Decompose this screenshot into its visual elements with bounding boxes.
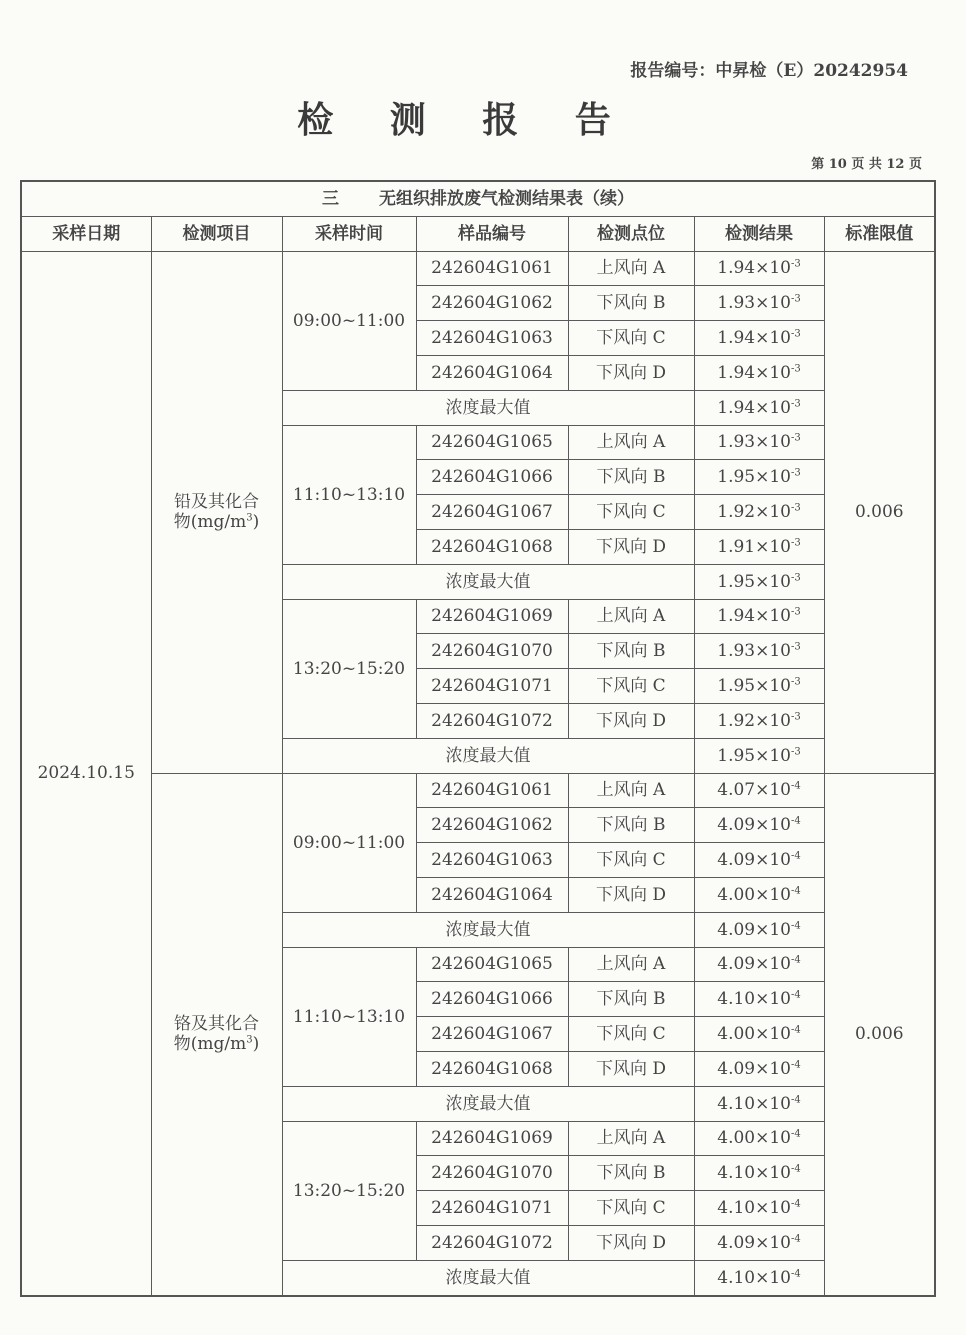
test-point-cell: 下风向 C xyxy=(568,669,694,704)
result-cell xyxy=(694,495,824,530)
result-cell xyxy=(694,1191,824,1226)
result-cell xyxy=(694,286,824,321)
result-exponent: -3 xyxy=(790,328,801,340)
result-exponent: -4 xyxy=(790,1163,801,1175)
result-exponent: -3 xyxy=(790,363,801,375)
document-title: 检 测 报 告 xyxy=(297,99,633,141)
sample-id-cell: 242604G1065 xyxy=(416,947,568,982)
result-mantissa: 1.94×10 xyxy=(717,606,791,627)
test-item-tail: ) xyxy=(252,1034,260,1055)
sample-id-cell: 242604G1066 xyxy=(416,460,568,495)
test-point-cell: 下风向 B xyxy=(568,286,694,321)
result-mantissa: 4.10×10 xyxy=(717,1267,791,1288)
result-cell xyxy=(694,599,824,634)
max-value-cell xyxy=(694,1086,824,1121)
test-point-cell: 下风向 B xyxy=(568,1156,694,1191)
result-cell xyxy=(694,877,824,912)
col-header-time: 采样时间 xyxy=(282,216,416,251)
sample-id-cell: 242604G1061 xyxy=(416,773,568,808)
result-exponent: -3 xyxy=(790,606,801,618)
result-mantissa: 1.92×10 xyxy=(717,710,791,731)
result-exponent: -3 xyxy=(790,432,801,444)
result-mantissa: 4.09×10 xyxy=(717,1058,791,1079)
col-header-point: 检测点位 xyxy=(568,216,694,251)
test-point-cell: 下风向 B xyxy=(568,808,694,843)
result-mantissa: 4.09×10 xyxy=(717,954,791,975)
max-label-cell: 浓度最大值 xyxy=(282,1260,694,1295)
max-label-cell: 浓度最大值 xyxy=(282,564,694,599)
result-mantissa: 4.09×10 xyxy=(717,1232,791,1253)
result-exponent: -3 xyxy=(790,676,801,688)
result-mantissa: 4.00×10 xyxy=(717,884,791,905)
result-cell xyxy=(694,529,824,564)
test-item-line2: 物(mg/m xyxy=(173,1034,247,1055)
sampling-time-cell: 13:20~15:20 xyxy=(282,599,416,738)
sampling-time-cell: 09:00~11:00 xyxy=(282,251,416,390)
test-point-cell: 下风向 D xyxy=(568,703,694,738)
result-mantissa: 1.94×10 xyxy=(717,328,791,349)
table-row xyxy=(21,773,935,808)
result-cell xyxy=(694,1156,824,1191)
sample-id-cell: 242604G1069 xyxy=(416,599,568,634)
result-mantissa: 1.93×10 xyxy=(717,641,791,662)
result-mantissa: 4.00×10 xyxy=(717,1024,791,1045)
result-exponent: -4 xyxy=(790,919,801,931)
col-header-item: 检测项目 xyxy=(151,216,282,251)
result-mantissa: 4.10×10 xyxy=(717,989,791,1010)
col-header-date: 采样日期 xyxy=(21,216,151,251)
result-mantissa: 4.10×10 xyxy=(717,1093,791,1114)
max-value-cell xyxy=(694,912,824,947)
report-number: 报告编号：中昇检（E）20242954 xyxy=(630,61,908,81)
sample-id-cell: 242604G1069 xyxy=(416,1121,568,1156)
test-point-cell: 下风向 D xyxy=(568,529,694,564)
test-point-cell: 上风向 A xyxy=(568,425,694,460)
sample-id-cell: 242604G1066 xyxy=(416,982,568,1017)
result-exponent: -4 xyxy=(790,1093,801,1105)
result-mantissa: 1.94×10 xyxy=(717,397,791,418)
result-mantissa: 1.94×10 xyxy=(717,362,791,383)
result-exponent: -4 xyxy=(790,1024,801,1036)
result-mantissa: 1.92×10 xyxy=(717,502,791,523)
result-exponent: -4 xyxy=(790,989,801,1001)
max-label-cell: 浓度最大值 xyxy=(282,1086,694,1121)
test-item-tail: ) xyxy=(252,512,260,533)
result-mantissa: 1.91×10 xyxy=(717,536,791,557)
test-item-line1: 铬及其化合 xyxy=(174,1014,259,1035)
result-cell xyxy=(694,843,824,878)
test-point-cell: 上风向 A xyxy=(568,251,694,286)
sample-id-cell: 242604G1070 xyxy=(416,634,568,669)
test-point-cell: 上风向 A xyxy=(568,947,694,982)
sampling-time-cell: 09:00~11:00 xyxy=(282,773,416,912)
result-exponent: -4 xyxy=(790,885,801,897)
result-mantissa: 4.00×10 xyxy=(717,1128,791,1149)
result-exponent: -4 xyxy=(790,1267,801,1279)
result-exponent: -4 xyxy=(790,850,801,862)
sample-id-cell: 242604G1071 xyxy=(416,1191,568,1226)
sample-id-cell: 242604G1067 xyxy=(416,1017,568,1052)
result-mantissa: 1.95×10 xyxy=(717,676,791,697)
sampling-time-cell: 13:20~15:20 xyxy=(282,1121,416,1260)
result-mantissa: 1.95×10 xyxy=(717,467,791,488)
test-point-cell: 下风向 D xyxy=(568,1225,694,1260)
col-header-limit: 标准限值 xyxy=(824,216,935,251)
result-exponent: -4 xyxy=(790,1198,801,1210)
standard-limit-cell: 0.006 xyxy=(824,773,935,1295)
sample-id-cell: 242604G1070 xyxy=(416,1156,568,1191)
test-item-line2: 物(mg/m xyxy=(173,512,247,533)
test-item-cell xyxy=(151,251,282,773)
result-cell xyxy=(694,634,824,669)
sample-id-cell: 242604G1067 xyxy=(416,495,568,530)
max-label-cell: 浓度最大值 xyxy=(282,738,694,773)
sample-id-cell: 242604G1062 xyxy=(416,286,568,321)
table-header-row xyxy=(21,216,935,251)
test-point-cell: 上风向 A xyxy=(568,1121,694,1156)
result-mantissa: 1.93×10 xyxy=(717,293,791,314)
sample-id-cell: 242604G1072 xyxy=(416,1225,568,1260)
sample-id-cell: 242604G1072 xyxy=(416,703,568,738)
result-cell xyxy=(694,355,824,390)
result-mantissa: 4.07×10 xyxy=(717,780,791,801)
result-cell xyxy=(694,1121,824,1156)
result-cell xyxy=(694,1017,824,1052)
sample-id-cell: 242604G1068 xyxy=(416,529,568,564)
sample-id-cell: 242604G1064 xyxy=(416,877,568,912)
result-exponent: -3 xyxy=(790,293,801,305)
result-mantissa: 1.95×10 xyxy=(717,745,791,766)
page-indicator: 第 10 页 共 12 页 xyxy=(811,157,922,172)
sample-id-cell: 242604G1064 xyxy=(416,355,568,390)
result-cell xyxy=(694,773,824,808)
sampling-time-cell: 11:10~13:10 xyxy=(282,947,416,1086)
test-point-cell: 下风向 D xyxy=(568,355,694,390)
max-value-cell xyxy=(694,738,824,773)
table-caption xyxy=(21,181,935,216)
sampling-time-cell: 11:10~13:10 xyxy=(282,425,416,564)
result-mantissa: 1.93×10 xyxy=(717,432,791,453)
sample-id-cell: 242604G1068 xyxy=(416,1051,568,1086)
result-mantissa: 4.10×10 xyxy=(717,1163,791,1184)
test-point-cell: 下风向 C xyxy=(568,495,694,530)
test-point-cell: 下风向 C xyxy=(568,843,694,878)
result-exponent: -3 xyxy=(790,711,801,723)
result-exponent: -3 xyxy=(790,572,801,583)
test-point-cell: 下风向 D xyxy=(568,877,694,912)
test-point-cell: 下风向 C xyxy=(568,321,694,356)
result-cell xyxy=(694,460,824,495)
test-point-cell: 下风向 C xyxy=(568,1191,694,1226)
result-mantissa: 4.09×10 xyxy=(717,850,791,871)
max-label-cell: 浓度最大值 xyxy=(282,390,694,425)
sample-id-cell: 242604G1063 xyxy=(416,321,568,356)
sample-id-cell: 242604G1071 xyxy=(416,669,568,704)
sample-id-cell: 242604G1062 xyxy=(416,808,568,843)
sampling-date-cell: 2024.10.15 xyxy=(21,251,151,1295)
result-exponent: -4 xyxy=(790,1059,801,1071)
result-exponent: -3 xyxy=(790,502,801,514)
test-point-cell: 下风向 B xyxy=(568,634,694,669)
result-exponent: -4 xyxy=(790,815,801,827)
result-exponent: -3 xyxy=(790,537,801,549)
result-mantissa: 1.94×10 xyxy=(717,258,791,279)
standard-limit-cell: 0.006 xyxy=(824,251,935,773)
table-row xyxy=(21,251,935,286)
result-mantissa: 4.09×10 xyxy=(717,815,791,836)
test-point-cell: 下风向 B xyxy=(568,982,694,1017)
max-value-cell xyxy=(694,564,824,599)
table-caption-row xyxy=(21,181,935,216)
test-point-cell: 下风向 D xyxy=(568,1051,694,1086)
result-exponent: -4 xyxy=(790,954,801,966)
result-cell xyxy=(694,669,824,704)
test-point-cell: 下风向 B xyxy=(568,460,694,495)
test-point-cell: 上风向 A xyxy=(568,599,694,634)
sample-id-cell: 242604G1063 xyxy=(416,843,568,878)
test-item-sup: 3 xyxy=(246,512,253,524)
caption-index: 三 xyxy=(322,188,340,209)
result-cell xyxy=(694,425,824,460)
result-exponent: -3 xyxy=(790,641,801,653)
result-exponent: -4 xyxy=(790,780,801,792)
results-table xyxy=(20,180,936,1297)
result-exponent: -3 xyxy=(790,258,801,270)
result-exponent: -4 xyxy=(790,1233,801,1245)
result-cell xyxy=(694,982,824,1017)
test-item-sup: 3 xyxy=(246,1034,253,1046)
result-exponent: -3 xyxy=(790,398,801,410)
sample-id-cell: 242604G1065 xyxy=(416,425,568,460)
test-item-line1: 铅及其化合 xyxy=(174,492,259,513)
result-cell xyxy=(694,947,824,982)
result-exponent: -3 xyxy=(790,467,801,479)
test-point-cell: 下风向 C xyxy=(568,1017,694,1052)
max-value-cell xyxy=(694,390,824,425)
result-mantissa: 1.95×10 xyxy=(717,571,791,592)
test-point-cell: 上风向 A xyxy=(568,773,694,808)
caption-title: 无组织排放废气检测结果表（续） xyxy=(379,188,635,209)
test-item-cell xyxy=(151,773,282,1295)
sample-id-cell: 242604G1061 xyxy=(416,251,568,286)
result-mantissa: 4.09×10 xyxy=(717,919,791,940)
result-cell xyxy=(694,251,824,286)
result-cell xyxy=(694,808,824,843)
result-exponent: -3 xyxy=(790,745,801,757)
max-label-cell: 浓度最大值 xyxy=(282,912,694,947)
result-cell xyxy=(694,1051,824,1086)
result-cell xyxy=(694,703,824,738)
result-mantissa: 4.10×10 xyxy=(717,1198,791,1218)
col-header-sample: 样品编号 xyxy=(416,216,568,251)
result-cell xyxy=(694,1225,824,1260)
max-value-cell xyxy=(694,1260,824,1295)
result-exponent: -4 xyxy=(790,1128,801,1140)
col-header-result: 检测结果 xyxy=(694,216,824,251)
result-cell xyxy=(694,321,824,356)
